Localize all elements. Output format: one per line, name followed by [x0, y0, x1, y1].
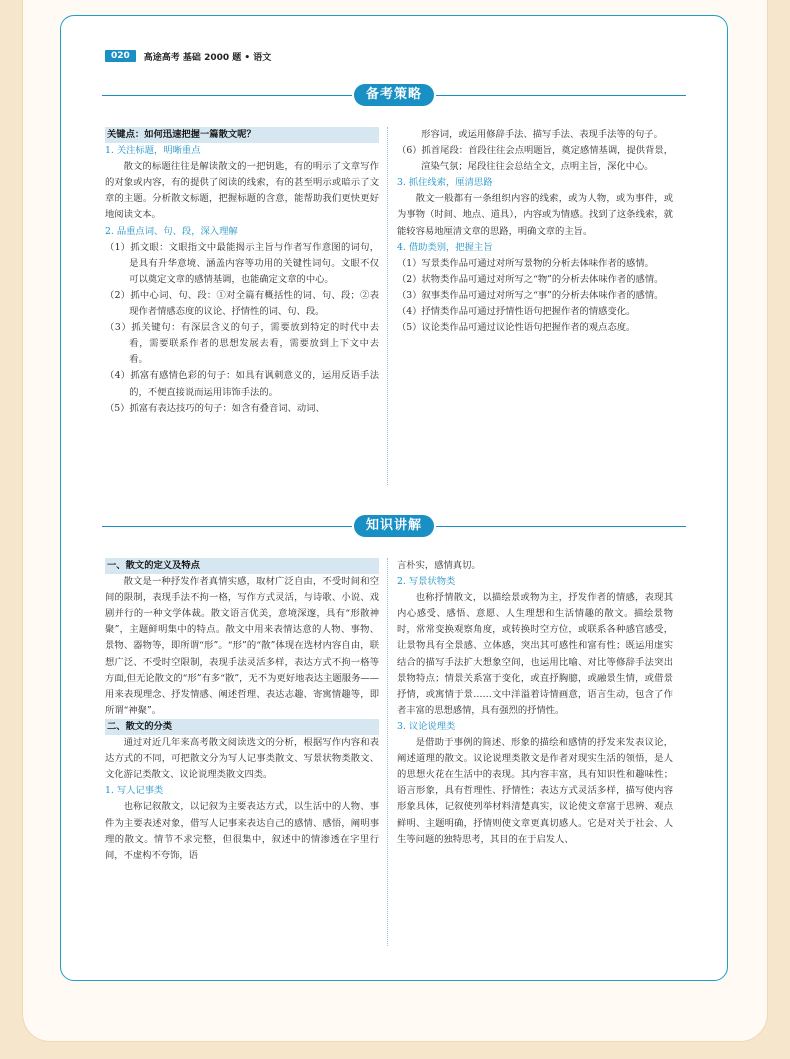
- paragraph: 散文的标题往往是解读散文的一把钥匙，有的明示了文章写作的对象或内容，有的提供了阅读的线索，有的甚至明示或暗示了文章的主题。分析散文标题，把握标题的含意，能帮助我们更快更好地阅读文本。: [105, 161, 379, 221]
- list-item: （5）议论类作品可通过议论性语句把握作者的观点态度。: [397, 322, 636, 334]
- list-item: （3）叙事类作品可通过对所写之“事”的分析去体味作者的感情。: [397, 289, 664, 301]
- section-banner-knowledge: 知识讲解: [354, 515, 434, 537]
- paragraph: 是借助于事例的简述、形象的描绘和感情的抒发来发表议论，阐述道理的散文。议论说理类散文是作者对现实生活的领悟，是人的思想火花在生活中的表现。其内容丰富，具有知识性和趣味性；语言形象，具有哲理性、抒情性；表达方式灵活多样，描写使内容形象具体，记叙使列举材料清楚真实，议论使文章富于思辨、观点鲜明、主题明确，抒情则使文章更真切感人。它是对关于社会、人生等问题的独特思考，其目的在于启发人、: [397, 737, 673, 845]
- section-banner-strategy: 备考策略: [354, 84, 434, 106]
- list-item: （2）状物类作品可通过对所写之“物”的分析去体味作者的感情。: [397, 273, 664, 285]
- subheading: 2. 写景状物类: [397, 576, 456, 588]
- subheading: 2. 品重点词、句、段，深入理解: [105, 225, 238, 237]
- column-divider: [387, 127, 388, 485]
- section-heading: 一、散文的定义及特点: [105, 558, 379, 574]
- list-item: （4）抓富有感情色彩的句子：如具有讽刺意义的，运用反语手法的，不便直接说而运用讳饰手法的。: [105, 370, 379, 398]
- paragraph: 也称抒情散文，以描绘景或物为主，抒发作者的情感，表现其内心感受、感悟、意愿、人生理想和生活情趣的散文。描绘景物时，常常变换观察角度，或转换时空方位，或联系各种感官感受，让景物具有全景感、立体感，突出其可感性和富有性；既运用虚实结合的描写手法扩大想象空间，也运用比喻、对比等修辞手法突出景物特点；情景关系富于变化，或直抒胸臆，或融景生情，或借景抒情，或寓情于景……文中洋溢着诗情画意，语言生动，包含了作者丰富的思想感情，具有强烈的抒情性。: [397, 592, 673, 716]
- column-divider: [387, 558, 388, 946]
- list-item: （3）抓关键句：有深层含义的句子，需要放到特定的时代中去看，需要联系作者的思想发展去看，需要放到上下文中去看。: [105, 322, 379, 366]
- paragraph: 通过对近几年来高考散文阅读选文的分析，根据写作内容和表达方式的不同，可把散文分为写人记事类散文、写景状物类散文、文化游记类散文、议论说理类散文四类。: [105, 737, 379, 781]
- subheading: 1. 关注标题，明晰重点: [105, 145, 201, 157]
- book-page: [60, 15, 728, 981]
- list-item: （2）抓中心词、句、段：①对全篇有概括性的词、句、段；②表现作者情感态度的议论、抒情性的词、句、段。: [105, 289, 379, 318]
- paragraph: 散文一般都有一条组织内容的线索，或为人物，或为事件，或为事物（时间、地点、道具），内容或为情感。找到了这条线索，就能较容易地厘清文章的思路，明确文章的主旨。: [397, 193, 673, 237]
- list-item: （1）抓文眼：文眼指文中最能揭示主旨与作者写作意图的词句，是具有升华意境、涵盖内容等功用的关键性词句。文眼不仅可以奠定文章的感情基调，也能确定文章的中心。: [105, 241, 379, 285]
- list-item: （6）抓首尾段：首段往往会点明题旨，奠定感情基调，提供背景，渲染气氛；尾段往往会总结全文，点明主旨，深化中心。: [397, 145, 673, 173]
- continued-text: 言朴实，感情真切。: [397, 560, 481, 571]
- paragraph: 散文是一种抒发作者真情实感，取材广泛自由，不受时间和空间的限制，表现手法不拘一格，写作方式灵活，与诗歌、小说、戏剧并行的一种文学体裁。散文语言优美，意境深邃，具有“形散神聚”，主题鲜明集中的特点。散文中用来表情达意的人物、事物、景物、器物等，即所谓“形”。“形”的“散”体现在选材内容自由，联想广泛、不受时空限制，表现手法灵活多样，表达方式不拘一格等方面,但无论散文的“形”有多“散”，无不为更好地表达主题服务——用来表现理念、抒发情感、阐述哲理、表达志趣、寄寓情趣等，即所谓“神聚”。: [105, 576, 379, 716]
- subheading: 3. 抓住线索，厘清思路: [397, 177, 493, 189]
- page-number: 020: [105, 50, 136, 62]
- section-heading: 二、散文的分类: [105, 719, 379, 735]
- subheading: 1. 写人记事类: [105, 785, 164, 797]
- knowledge-right-column: [397, 558, 673, 848]
- subheading: 3. 议论说理类: [397, 720, 456, 732]
- strategy-right-column: [397, 127, 673, 336]
- continued-text: 形容词，或运用修辞手法、描写手法、表现手法等的句子。: [421, 129, 663, 140]
- running-header: [105, 49, 271, 63]
- knowledge-left-column: [105, 558, 379, 864]
- book-title: 高途高考 基础 2000 题 • 语文: [143, 52, 272, 63]
- subheading: 4. 借助类别，把握主旨: [397, 241, 493, 253]
- list-item: （4）抒情类作品可通过抒情性语句把握作者的情感变化。: [397, 306, 636, 318]
- strategy-left-column: [105, 127, 379, 417]
- list-item: （1）写景类作品可通过对所写景物的分析去体味作者的感情。: [397, 257, 654, 269]
- paragraph: 也称记叙散文，以记叙为主要表达方式，以生活中的人物、事件为主要表述对象，借写人记事来表达自己的感情、感悟，阐明事理的散文。情节不求完整，但很集中，叙述中的情渗透在字里行间，不虚构不夸饰，语: [105, 801, 379, 861]
- key-point-heading: 关键点：如何迅速把握一篇散文呢？: [105, 127, 379, 143]
- list-item: （5）抓富有表达技巧的句子：如含有叠音词、动词、: [105, 402, 325, 414]
